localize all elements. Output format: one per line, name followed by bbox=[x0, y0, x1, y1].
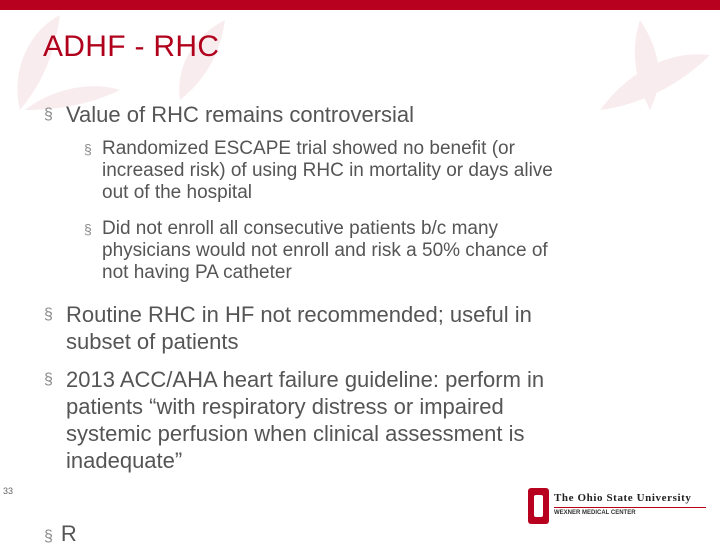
bullet-marker: § bbox=[84, 221, 92, 237]
bullet-line: systemic perfusion when clinical assessment is bbox=[66, 421, 525, 446]
bullet-line: patients “with respiratory distress or impaired bbox=[66, 394, 504, 419]
logo-divider bbox=[554, 507, 706, 508]
logo-university-name: The Ohio State University bbox=[554, 492, 692, 504]
bullet-marker: § bbox=[44, 371, 53, 388]
bullet-marker: § bbox=[44, 528, 53, 545]
bullet-line: Randomized ESCAPE trial showed no benefit (or bbox=[102, 138, 515, 159]
bullet-routine-rhc bbox=[44, 301, 532, 355]
bullet-marker: § bbox=[44, 306, 53, 323]
bullet-value-of-rhc bbox=[44, 101, 415, 128]
bullet-line: 2013 ACC/AHA heart failure guideline: perform in bbox=[66, 367, 545, 392]
bullet-line: out of the hospital bbox=[102, 182, 252, 203]
bullet-line: Routine RHC in HF not recommended; useful in bbox=[66, 302, 532, 327]
top-accent-bar bbox=[0, 0, 720, 10]
bullet-line: inadequate” bbox=[66, 448, 183, 473]
bullet-text: R bbox=[60, 521, 77, 546]
bullet-marker: § bbox=[44, 106, 53, 123]
sub-bullet-did-not-enroll bbox=[84, 218, 548, 284]
sub-bullet-escape-trial bbox=[84, 138, 553, 204]
bullet-acc-aha-guideline bbox=[44, 366, 545, 474]
slide-number: 33 bbox=[3, 486, 14, 496]
bullet-marker: § bbox=[84, 141, 92, 157]
bullet-line: not having PA catheter bbox=[102, 262, 292, 283]
bullet-line: subset of patients bbox=[66, 329, 239, 354]
osu-wexner-logo bbox=[528, 488, 718, 524]
bullet-text: Value of RHC remains controversial bbox=[66, 102, 415, 127]
logo-subtitle: WEXNER MEDICAL CENTER bbox=[554, 510, 636, 516]
block-o-icon bbox=[528, 488, 549, 524]
bullet-line: increased risk) of using RHC in mortality or days alive bbox=[102, 160, 553, 181]
bullet-line: Did not enroll all consecutive patients b/c many bbox=[102, 218, 499, 239]
bullet-truncated bbox=[44, 521, 77, 547]
bullet-line: physicians would not enroll and risk a 50% chance of bbox=[102, 240, 548, 261]
slide-title: ADHF - RHC bbox=[43, 30, 220, 63]
